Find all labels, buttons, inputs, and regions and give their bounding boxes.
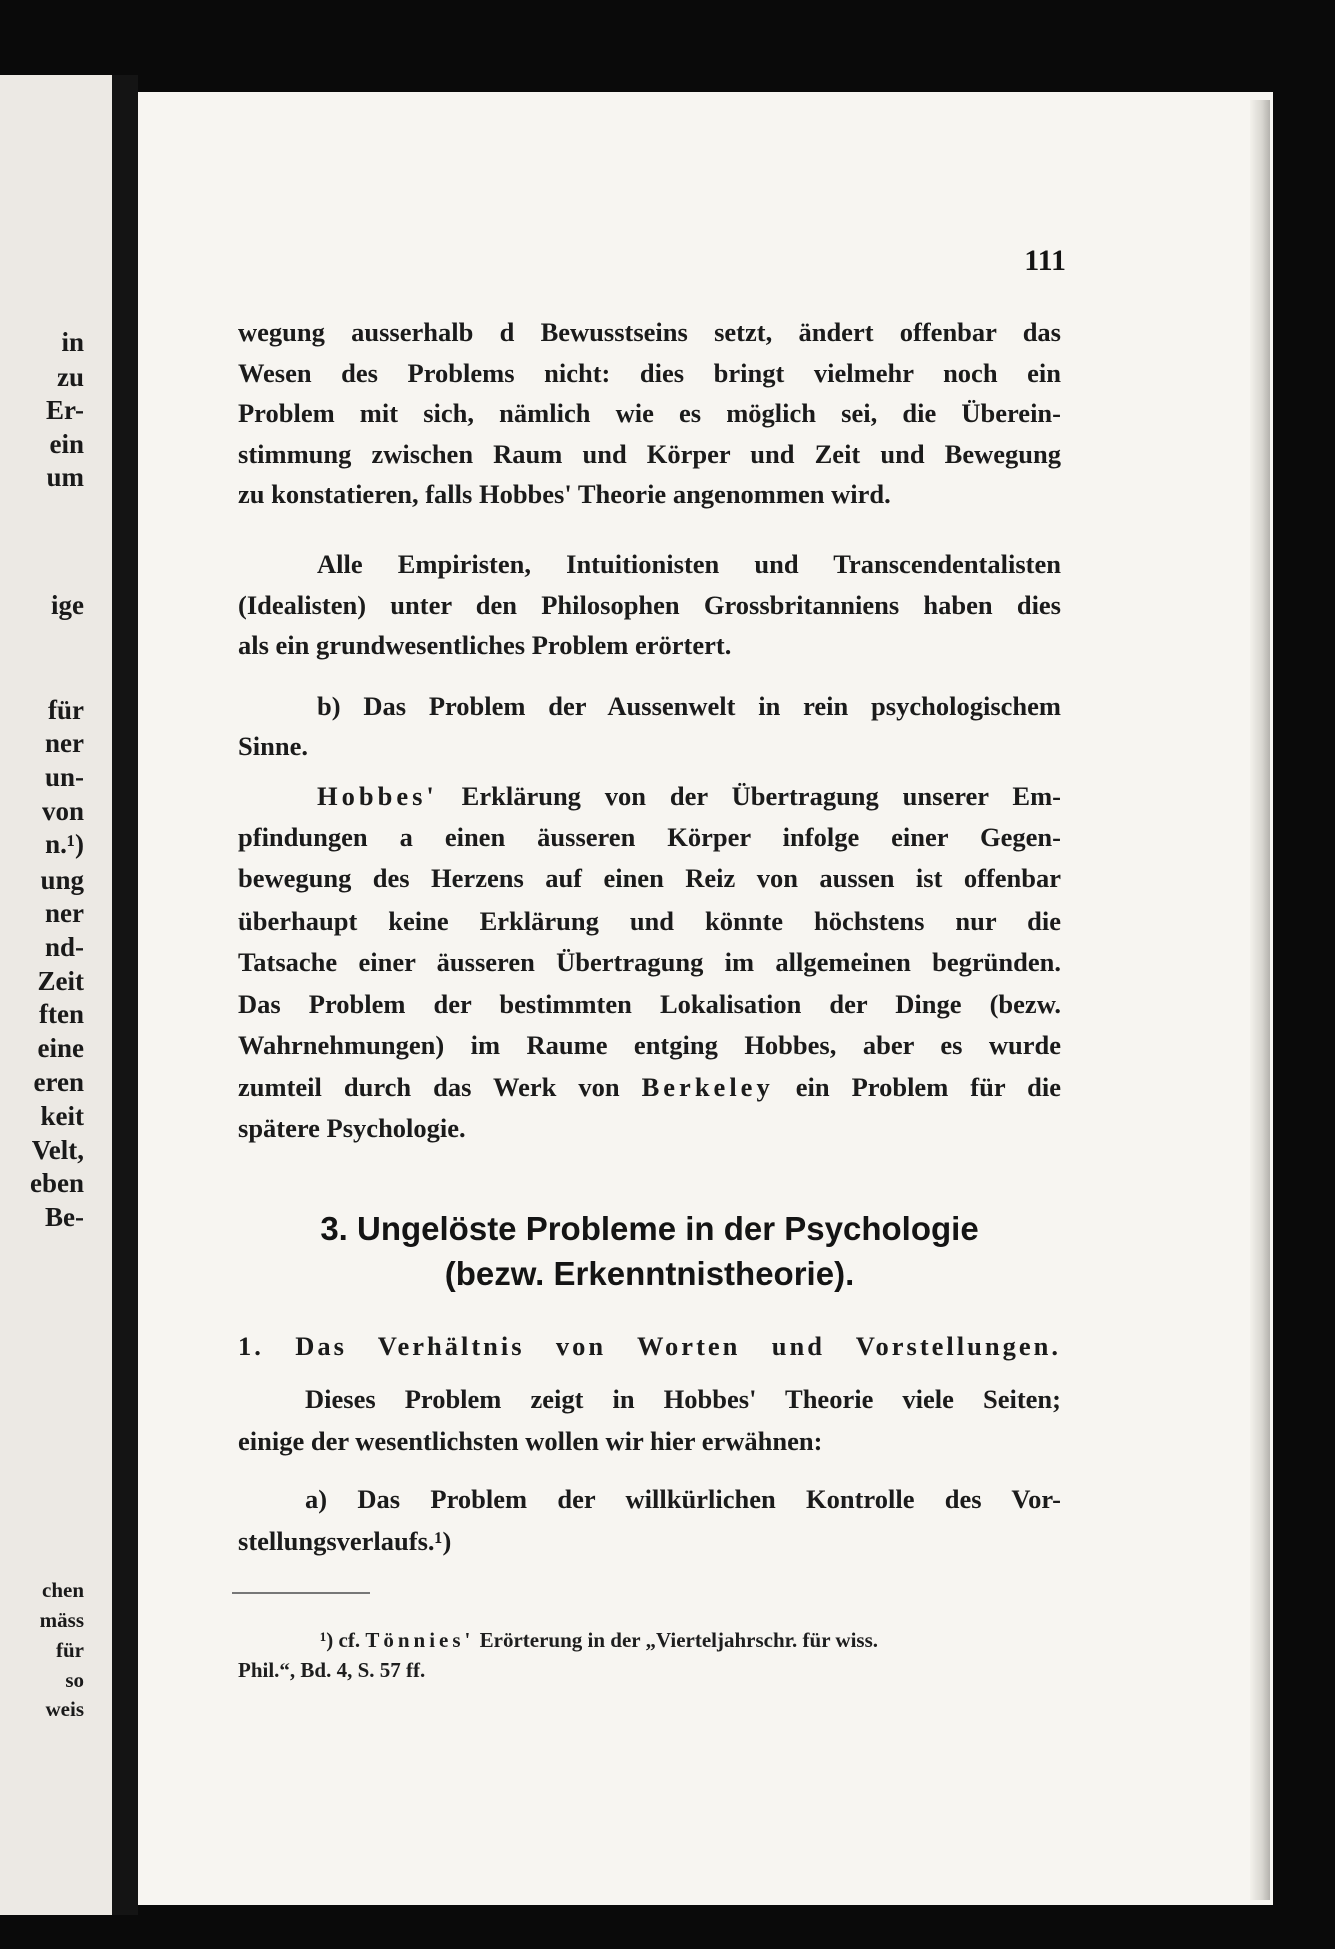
book-spine [112, 75, 138, 1915]
text-line: stellungsverlaufs.¹) [238, 1526, 452, 1556]
text-line: Wesen des Problems nicht: dies bringt vielmehr noch ein [238, 358, 1061, 388]
footnote-line [320, 1626, 1058, 1654]
left-page-fragment: n.¹) [45, 829, 84, 859]
left-page-fragment: so [65, 1668, 84, 1692]
text-line: b) Das Problem der Aussenwelt in rein psychologischem [317, 691, 1061, 721]
text-line-part: ein Problem für die [795, 1072, 1062, 1102]
left-page-fragment: ner [45, 728, 84, 758]
text-line: bewegung des Herzens auf einen Reiz von aussen ist offenbar [238, 863, 1061, 893]
left-page-fragment: Er- [46, 395, 84, 425]
left-page-fragment: mäss [39, 1608, 84, 1632]
left-page [0, 75, 112, 1915]
left-page-fragment: in [61, 327, 84, 357]
left-page-fragment: un- [44, 762, 84, 792]
page-number: 111 [1024, 244, 1066, 277]
left-page-fragment: keit [40, 1101, 84, 1131]
text-line: pfindungen a einen äusseren Körper infolge einer Gegen- [238, 822, 1061, 852]
text-line: wegung ausserhalb d Bewusstseins setzt, ändert offenbar das [238, 317, 1061, 347]
text-line: a) Das Problem der willkürlichen Kontrolle des Vor- [305, 1484, 1061, 1514]
section-heading: 3. Ungelöste Probleme in der Psychologie [320, 1210, 979, 1247]
left-page-fragment: für [56, 1638, 84, 1662]
left-page-fragment: Velt, [31, 1135, 84, 1165]
footnote-part: ¹) cf. [320, 1628, 361, 1652]
text-line: einige der wesentlichsten wollen wir hier erwähnen: [238, 1426, 823, 1456]
text-line: zu konstatieren, falls Hobbes' Theorie angenommen wird. [238, 479, 891, 509]
author-name: Berkeley [641, 1072, 774, 1102]
left-page-fragment: chen [42, 1578, 84, 1602]
text-line: Problem mit sich, nämlich wie es möglich sei, die Überein- [238, 398, 1061, 428]
left-page-fragment: eine [37, 1033, 84, 1063]
left-page-fragment: für [48, 695, 84, 725]
text-line: überhaupt keine Erklärung und könnte höchstens nur die [238, 906, 1061, 936]
text-line: Tatsache einer äusseren Übertragung im allgemeinen begründen. [238, 947, 1061, 977]
footnote-line: Phil.“, Bd. 4, S. 57 ff. [238, 1658, 426, 1682]
text-line: Sinne. [238, 731, 308, 761]
left-page-fragment: ner [45, 898, 84, 928]
left-page-fragment: eren [33, 1067, 84, 1097]
left-page-fragment: um [46, 462, 84, 492]
subheading: 1. Das Verhältnis von Worten und Vorstellungen. [238, 1331, 1061, 1361]
footnote-rule [232, 1592, 370, 1594]
text-line: (Idealisten) unter den Philosophen Grossbritanniens haben dies [238, 590, 1061, 620]
left-page-fragment: Be- [45, 1202, 84, 1232]
left-page-fragment: eben [30, 1168, 84, 1198]
text-line: spätere Psychologie. [238, 1113, 466, 1143]
text-line-part: zumteil durch das Werk von [238, 1072, 620, 1102]
page-edge [1250, 100, 1270, 1900]
left-page-fragment: weis [45, 1697, 84, 1721]
text-line: Dieses Problem zeigt in Hobbes' Theorie viele Seiten; [305, 1384, 1061, 1414]
text-line: Wahrnehmungen) im Raume entging Hobbes, aber es wurde [238, 1030, 1061, 1060]
text-line [238, 1071, 1061, 1103]
footnote-part: Erörterung in der „Vierteljahrschr. für wiss. [479, 1628, 879, 1652]
text-line [317, 780, 1061, 812]
text-line: als ein grundwesentliches Problem erörtert. [238, 630, 732, 660]
author-name: Tönnies' [365, 1628, 475, 1652]
left-page-fragment: ung [40, 865, 84, 895]
left-page-fragment: zu [57, 362, 84, 392]
section-heading: (bezw. Erkenntnistheorie). [444, 1255, 855, 1292]
left-page-fragment: ften [39, 999, 84, 1029]
left-page-fragment: von [41, 796, 84, 826]
text-line: Alle Empiristen, Intuitionisten und Transcendentalisten [317, 549, 1061, 579]
text-line: stimmung zwischen Raum und Körper und Zeit und Bewegung [238, 439, 1061, 469]
author-name: Hobbes' [317, 781, 438, 811]
left-page-fragment: nd- [44, 932, 84, 962]
left-page-fragment: ige [51, 590, 84, 620]
left-page-fragment: Zeit [37, 966, 84, 996]
left-page-fragment: ein [49, 429, 84, 459]
text-line-rest: Erklärung von der Übertragung unserer Em- [461, 781, 1061, 811]
text-line: Das Problem der bestimmten Lokalisation der Dinge (bezw. [238, 989, 1061, 1019]
